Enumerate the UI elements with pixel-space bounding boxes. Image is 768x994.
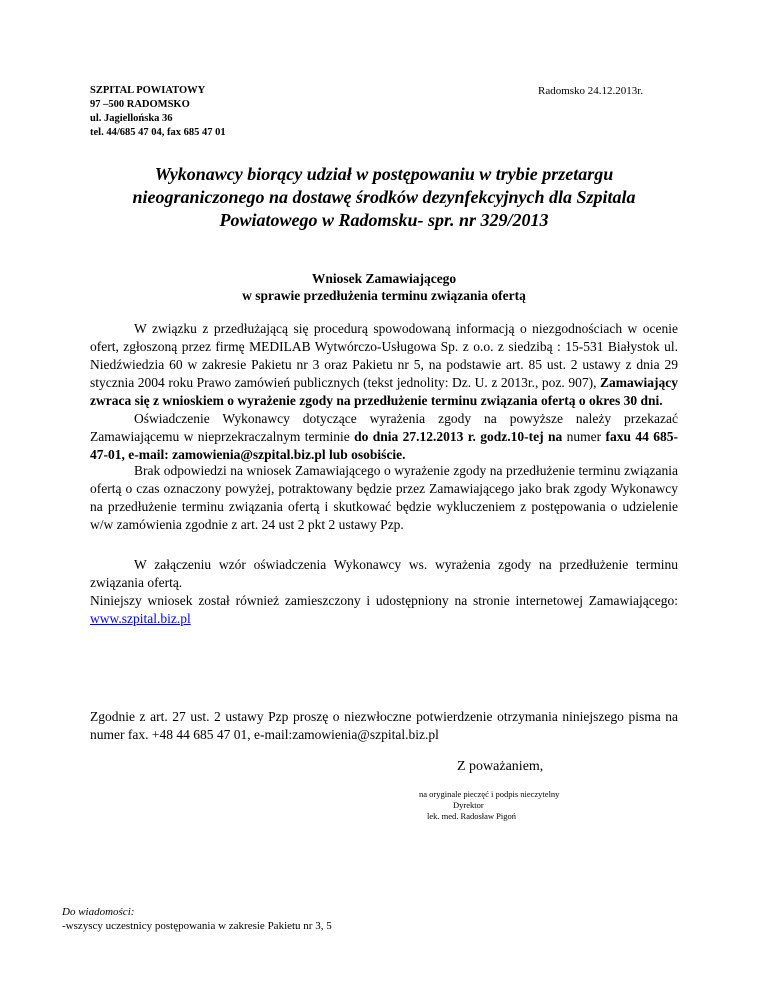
paragraph-attachment-line1: W załączeniu wzór oświadczenia Wykonawcy ws. wyrażenia zgody na przedłużenie terminu związania ofertą.: [90, 557, 678, 590]
letter-date: Radomsko 24.12.2013r.: [538, 85, 644, 97]
signature-role: Dyrektor: [453, 800, 484, 810]
signature-block: [419, 789, 559, 822]
paragraph-request: [90, 320, 678, 464]
signature-name: lek. med. Radosław Pigoń: [427, 811, 517, 821]
request-title-line1: Wniosek Zamawiającego: [311, 271, 457, 286]
closing-salutation: Z poważaniem,: [457, 759, 544, 774]
distribution-list: [62, 905, 332, 933]
paragraph-consequence-text: Brak odpowiedzi na wniosek Zamawiającego o wyrażenie zgody na przedłużenie terminu związania ofertą o czas oznaczony powyżej, potraktowany będzie przez Zamawiającego jako brak zgody Wykonawcy na przedłużenie terminu związania ofertą i skutkować będzie wykluczeniem z postępowania o udzielenie w/w zamówienia zgodnie z art. 24 ust 2 pkt 2 ustawy Pzp.: [90, 463, 678, 532]
paragraph-attachment-text: Niniejszy wniosek został również zamieszczony i udostępniony na stronie internetowej Zamawiającego:: [90, 593, 678, 608]
paragraph-confirmation-text: Zgodnie z art. 27 ust. 2 ustawy Pzp proszę o niezwłoczne potwierdzenie otrzymania niniejszego pisma na numer fax. +48 44 685 47 01, e-mail:zamowienia@szpital.biz.pl: [90, 709, 678, 742]
website-link[interactable]: www.szpital.biz.pl: [90, 611, 191, 626]
distribution-recipients: -wszyscy uczestnicy postępowania w zakresie Pakietu nr 3, 5: [62, 920, 332, 932]
paragraph-request-main: [90, 320, 678, 410]
paragraph-deadline-text: Oświadczenie Wykonawcy dotyczące wyrażenia zgody na powyższe należy przekazać Zamawiającemu w nieprzekraczalnym terminie: [90, 411, 678, 444]
paragraph-deadline-text2: numer: [562, 429, 606, 444]
paragraph-attachment: [90, 556, 678, 628]
sender-block: [90, 84, 226, 140]
distribution-label: Do wiadomości:: [62, 906, 135, 918]
paragraph-request-bold: Zamawiający zwraca się z wnioskiem o wyrażenie zgody na przedłużenie terminu związania ofertą o okres 30 dni.: [90, 375, 678, 408]
paragraph-consequence: [90, 462, 678, 534]
sender-name: SZPITAL POWIATOWY: [90, 85, 206, 96]
signature-note: na oryginale pieczęć i podpis nieczytelny: [419, 789, 560, 799]
paragraph-confirmation: [90, 708, 678, 744]
paragraph-request-text: W związku z przedłużającą się procedurą spowodowaną informacją o niezgodnościach w ocenie ofert, zgłoszoną przez firmę MEDILAB Wytwórczo-Usługowa Sp. z o.o. z siedzibą : 15-531 Białystok ul. Niedźwiedzia 60 w zakresie Pakietu nr 3 oraz Pakietu nr 5, na podstawie art. 85 ust. 2 ustawy z dnia 29 stycznia 2004 roku Prawo zamówień publicznych (tekst jednolity: Dz. U. z 2013r., poz. 907),: [90, 321, 678, 390]
sender-postal: 97 –500 RADOMSKO: [90, 99, 190, 110]
sender-street: ul. Jagiellońska 36: [90, 113, 173, 124]
request-title: [90, 270, 678, 304]
paragraph-deadline-contact: faxu 44 685-47-01, e-mail: zamowienia@szpital.biz.pl lub osobiście.: [90, 429, 679, 462]
sender-phone-fax: tel. 44/685 47 04, fax 685 47 01: [90, 127, 226, 138]
paragraph-attachment-line2: [90, 592, 678, 628]
letter-subject: Wykonawcy biorący udział w postępowaniu w trybie przetargu nieograniczonego na dostawę środków dezynfekcyjnych dla Szpitala Powiatowego w Radomsku- spr. nr 329/2013: [132, 164, 636, 230]
paragraph-deadline: [90, 410, 678, 464]
request-title-line2: w sprawie przedłużenia terminu związania ofertą: [242, 288, 526, 303]
paragraph-deadline-date: do dnia 27.12.2013 r. godz.10-tej na: [354, 429, 563, 444]
